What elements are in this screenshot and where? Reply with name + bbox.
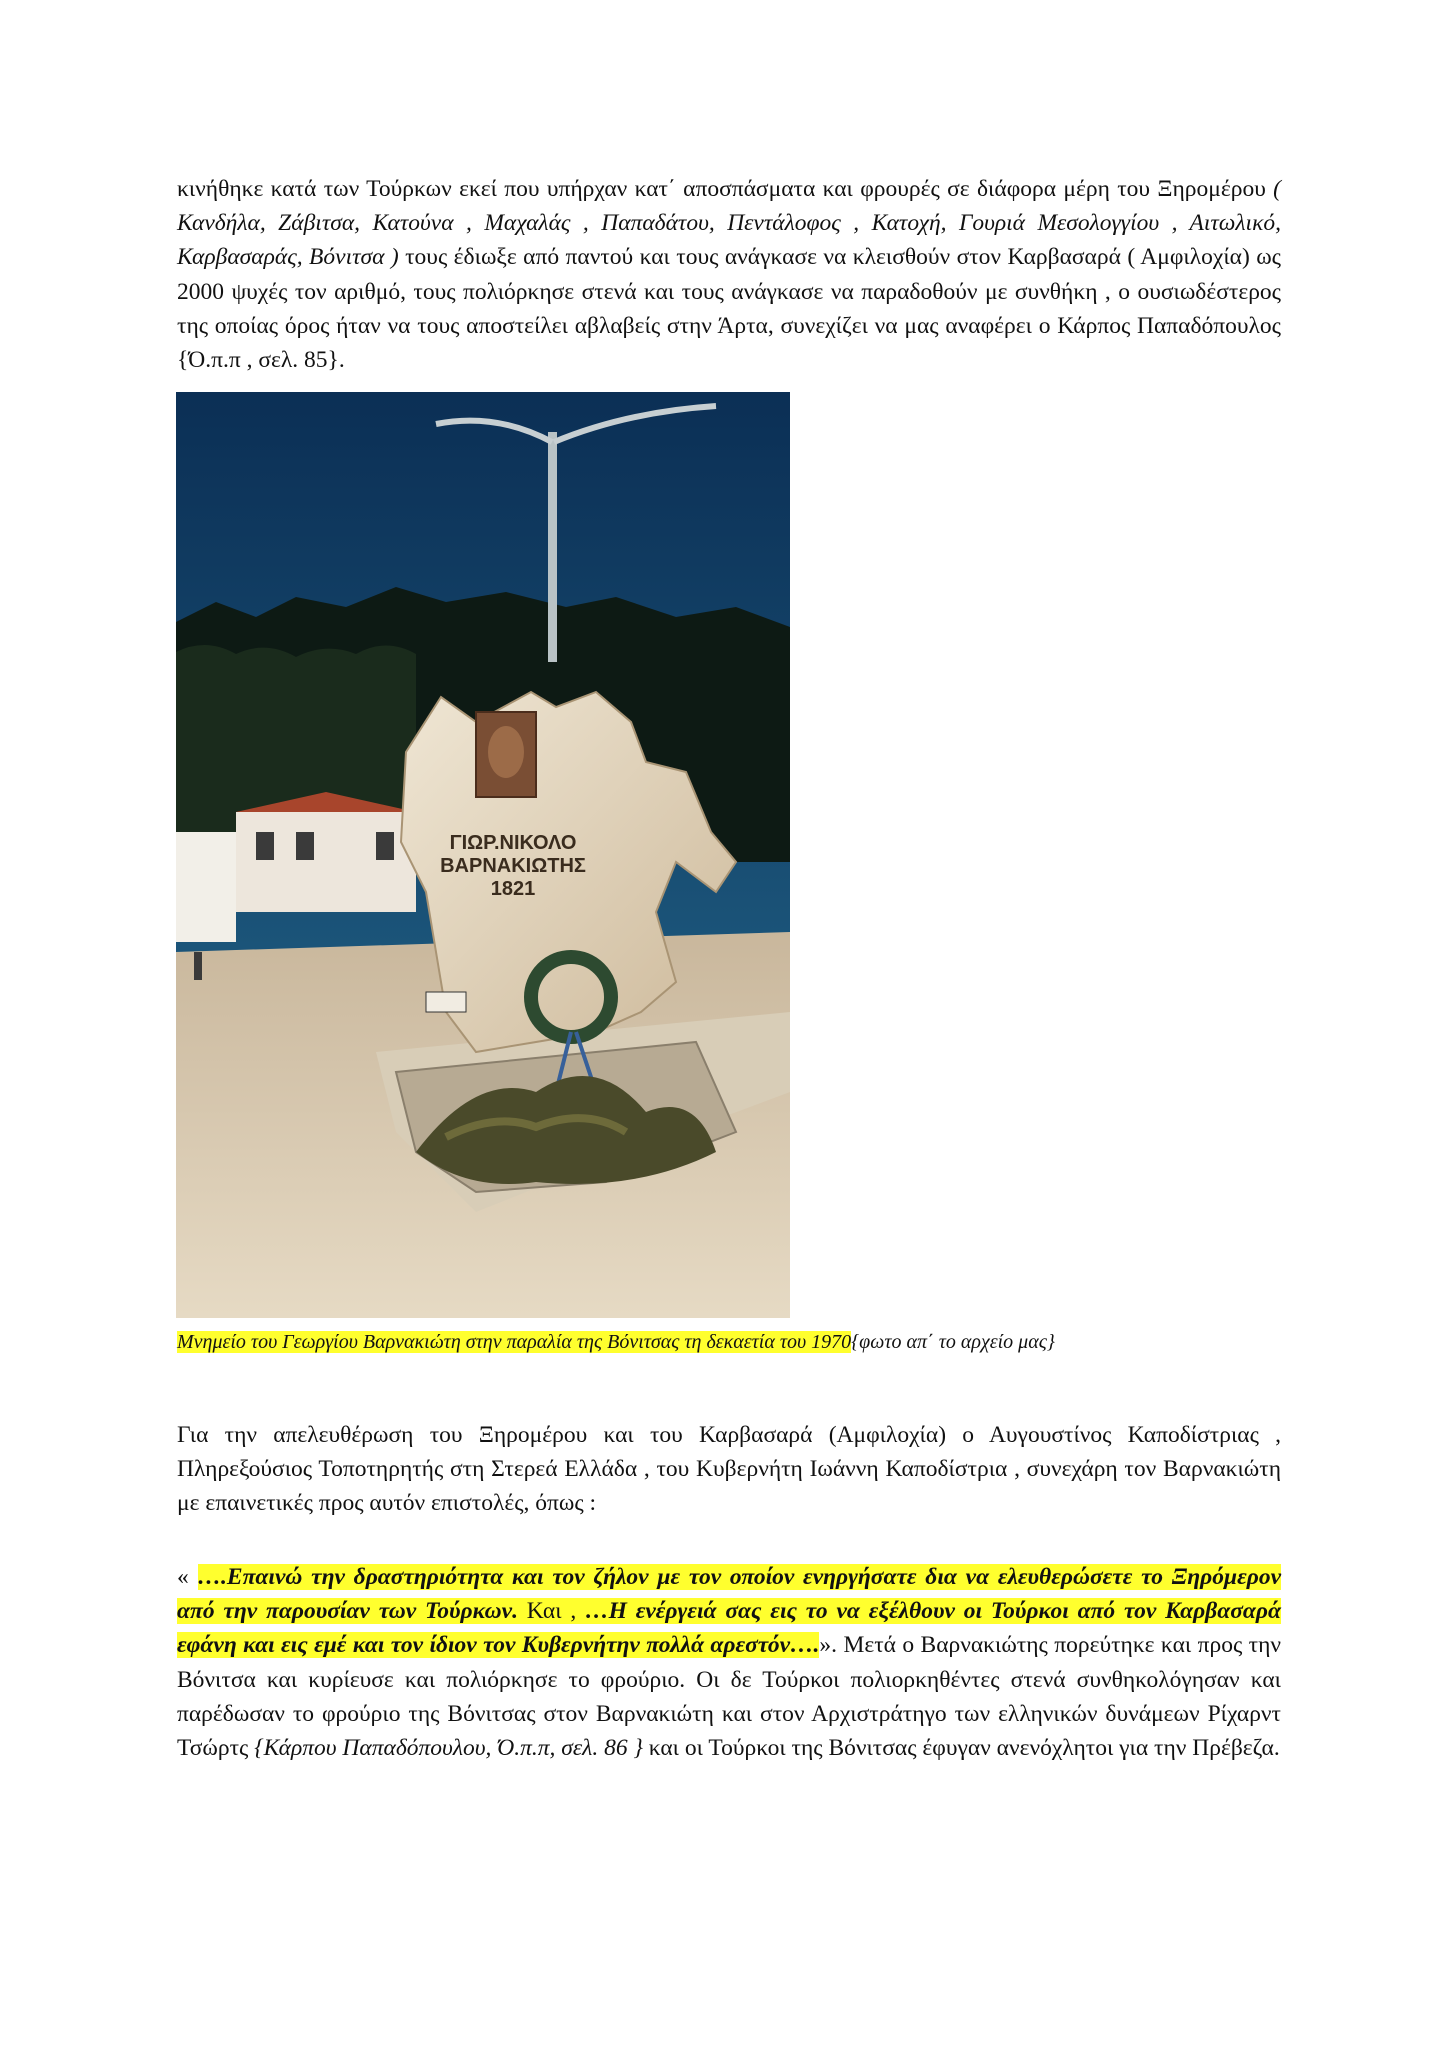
inscription-line-1: ΓΙΩΡ.ΝΙΚΟΛΟ <box>449 832 577 854</box>
monument-photo <box>176 392 790 1318</box>
close-quote: ». <box>819 1632 838 1659</box>
caption-highlighted: Μνημείο του Γεωργίου Βαρνακιώτη στην παραλία της Βόνιτσας τη δεκαετία του 1970 <box>177 1331 852 1353</box>
paragraph-1-text-b: τους έδιωξε από παντού και τους ανάγκασε να κλεισθούν στον Καρβασαρά ( Αμφιλοχία) ως 2000 ψυχές τον αριθμό, τους πολιόρκησε στενά και τους ανάγκασε να παραδοθούν με συνθήκη , ο ουσιωδέστερος της οποίας όρος ήταν να τους αποστείλει αβλαβείς στην Άρτα, συνεχίζει να μας αναφέρει ο Κάρπος Παπαδόπουλος {Ό.π.π , σελ. 85}. <box>177 244 1281 374</box>
paragraph-2: Για την απελευθέρωση του Ξηρομέρου και του Καρβασαρά (Αμφιλοχία) ο Αυγουστίνος Καποδίστριας , Πληρεξούσιος Τοποτηρητής στη Στερεά Ελλάδα , του Κυβερνήτη Ιωάννη Καποδίστρια , συνεχάρη τον Βαρνακιώτη με επαινετικές προς αυτόν επιστολές, όπως : <box>177 1422 1281 1517</box>
caption-source: {φωτο απ΄ το αρχείο μας} <box>851 1331 1055 1353</box>
paragraph-1-text-a: κινήθηκε κατά των Τούρκων εκεί που υπήρχαν κατ΄ αποσπάσματα και φρουρές σε διάφορα μέρη του Ξηρομέρου <box>177 176 1274 202</box>
places-list: ( Κανδήλα, Ζάβιτσα, Κατούνα , Μαχαλάς , Παπαδάτου, Πεντάλοφος , Κατοχή, Γουριά Μεσολογγίου , Αιτωλικό, Καρβασαράς, Βόνιτσα ) <box>177 176 1281 271</box>
photo-caption <box>177 1328 1055 1356</box>
open-quote: « <box>177 1564 198 1590</box>
building <box>236 812 416 912</box>
paragraph-3-text-a: Μετά ο Βαρνακιώτης πορεύτηκε και προς την Βόνιτσα και κυρίευσε και πολιόρκησε το φρούριο. Οι δε Τούρκοι πολιορκηθέντες στενά συνθηκολόγησαν και παρέδωσαν το φρούριο της Βόνιτσας στον Βαρνακιώτη και στον Αρχιστράτηγο των ελληνικών δυνάμεων Ρίχαρντ Τσώρτς <box>177 1632 1282 1762</box>
pedestrian <box>194 952 202 980</box>
paragraph-3-text-b: και οι Τούρκοι της Βόνιτσας έφυγαν ανενόχλητοι για την Πρέβεζα. <box>642 1735 1280 1762</box>
lamp-post <box>548 432 557 662</box>
inscription-year: 1821 <box>490 878 536 900</box>
left-building <box>176 832 236 942</box>
quote-1: ….Επαινώ την δραστηριότητα και τον ζήλον με τον οποίον ενηργήσατε δια να ελευθερώσετε το Ξηρόμερον από την παρουσίαν των Τούρκων. <box>177 1564 1281 1625</box>
small-plaque <box>426 992 466 1012</box>
inscription-line-2: ΒΑΡΝΑΚΙΩΤΗΣ <box>440 855 586 877</box>
quote-2: …Η ενέργειά σας εις το να εξέλθουν οι Τούρκοι από τον Καρβασαρά εφάνη και εις εμέ και τον ίδιον τον Κυβερνήτην πολλά αρεστόν…. <box>177 1598 1281 1659</box>
paragraph-1 <box>177 172 1281 377</box>
paragraph-3 <box>177 1560 1281 1765</box>
reference: {Κάρπου Παπαδόπουλου, Ό.π.π, σελ. 86 } <box>254 1735 643 1762</box>
quote-connector: Και , <box>517 1598 586 1625</box>
